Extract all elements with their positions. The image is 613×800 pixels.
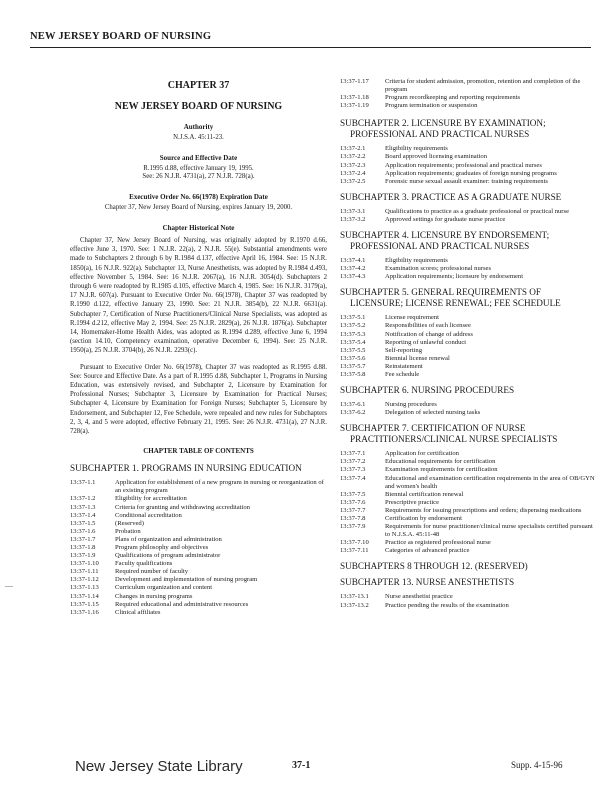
section-number: 13:37-1.17 — [340, 78, 369, 85]
header-rule — [30, 47, 591, 48]
section-title: Faculty qualifications — [115, 560, 173, 568]
section-title: License requirement — [385, 314, 440, 322]
section-number: 13:37-13.2 — [340, 601, 369, 609]
section-number: 13:37-5.6 — [340, 354, 366, 362]
section-number: 13:37-5.8 — [340, 370, 366, 378]
toc-entry — [340, 170, 595, 178]
toc-entry — [70, 479, 327, 495]
toc-table-sub1-cont — [340, 78, 595, 110]
toc-entry — [340, 507, 595, 515]
toc-entry — [340, 491, 595, 499]
toc-table-sub2 — [340, 145, 595, 185]
toc-entry — [70, 560, 327, 568]
section-title: Program termination or suspension — [385, 102, 478, 110]
section-number: 13:37-1.4 — [70, 511, 96, 519]
section-title: Eligibility for accreditation — [115, 495, 187, 503]
section-title: Practice pending the results of the examination — [385, 601, 509, 609]
toc-entry — [340, 257, 595, 265]
subchapter-title: SUBCHAPTER 4. LICENSURE BY ENDORSEMENT; PROFESSIONAL AND PRACTICAL NURSES — [340, 230, 550, 252]
chapter-number: CHAPTER 37 — [167, 80, 230, 91]
toc-entry — [340, 523, 595, 539]
section-title: Qualifications to practice as a graduate professional or practical nurse — [385, 207, 569, 215]
section-title: Application requirements; graduates of foreign nursing programs — [385, 169, 557, 177]
section-number: 13:37-7.2 — [340, 458, 366, 466]
section-title: Prescriptive practice — [385, 498, 440, 506]
toc-table-sub5 — [340, 314, 595, 379]
section-number: 13:37-2.5 — [340, 177, 366, 185]
margin-mark: — — [5, 581, 13, 590]
section-number: 13:37-1.11 — [70, 568, 99, 576]
subchapter-title: SUBCHAPTER 7. CERTIFICATION OF NURSE PRACTITIONERS/CLINICAL NURSE SPECIALISTS — [340, 423, 558, 445]
section-title: Categories of advanced practice — [385, 547, 470, 555]
section-title: Clinical affiliates — [115, 608, 161, 616]
subchapter-title: SUBCHAPTER 13. NURSE ANESTHETISTS — [340, 577, 515, 588]
chapter-title: NEW JERSEY BOARD OF NURSING — [114, 101, 283, 112]
toc-entry — [340, 466, 595, 474]
section-title: Examination scores; professional nurses — [385, 265, 492, 273]
section-title: Criteria for granting and withdrawing accreditation — [115, 503, 250, 511]
section-title: Application requirements; licensure by endorsement — [385, 273, 524, 281]
history-paragraph: Chapter 37, New Jersey Board of Nursing, was originally adopted by R.1970 d.66, effective June 3, 1970. See: 1 N.J.R. 22(a), 2 N.J.R. 55(e). Substantial amendments were made to Subchapters 2 through 6 by R.1984 d.137, effective April 16, 1984. See: 15 N.J.R. 1850(a), 16 N.J.R. 922(a). Subchapter 13, Nurse Anesthetists, was adopted by R.1984 d.493, effective November 5, 1984. See: 16 N.J.R. 2067(a), 16 N.J.R. 3054(d). Subchapters 2 through 6 were readopted by R.1985 d.105, effective March 4, 1985. See: 16 N.J.R. 3179(a), 17 N.J.R. 607(a). Pursuant to Executive Order No. 66(1978), Chapter 37 was readopted by R.1990 d.122, effective January 23, 1990. See: 21 N.J.R. 3854(b), 22 N.J.R. 6631(a). Subchapter 7, Certification of Nurse Practitioners/Clinical Nurse Specialists, was adopted as R.1994 d.212, effective May 2, 1994. See: 25 N.J.R. 2829(a), 26 N.J.R. 1876(a). Subchapter 14, Homemaker-Home Health Aides, was adopted as R.1994 d.289, effective June 6, 1994 (section 14.10, Competency examination, operative December 6, 1994). See: 25 N.J.R. 1950(a), 25 N.J.R. 3704(b), 26 N.J.R. 2293(c). — [70, 237, 327, 355]
section-title: Changes in nursing programs — [115, 592, 193, 600]
history-paragraph: Pursuant to Executive Order No. 66(1978), Chapter 37 was readopted as R.1995 d.88. See: Source and Effective Date. As a part of R.1995 d.88, Subchapter 1, Programs in Nursing Education, was extensively revised, and Subchapter 2, Licensure by Examination for Professional Nurses; Subchapter 3, Licensure by Examination for Practical Nurses; Subchapter 4, Licensure by Examination for Foreign Nurses; Subchapter 5, Licensure by Endorsement, and Subchapter 12, Fee Schedule, were repealed and new rules for Subchapters 2, 3, 4, and 5 were adopted, effective February 21, 1995. See: 26 N.J.R. 4731(a), 27 N.J.R. 728(a). — [70, 363, 327, 436]
section-number: 13:37-5.4 — [340, 338, 366, 346]
subchapter-title: SUBCHAPTER 2. LICENSURE BY EXAMINATION; PROFESSIONAL AND PRACTICAL NURSES — [340, 118, 546, 140]
section-number: 13:37-5.3 — [340, 330, 366, 338]
toc-entry — [70, 601, 327, 609]
section-title: Required number of faculty — [115, 568, 189, 576]
toc-entry — [70, 536, 327, 544]
section-number: 13:37-5.2 — [340, 322, 366, 330]
right-column — [340, 78, 595, 616]
section-title: Qualifications of program administrator — [115, 552, 221, 560]
section-number: 13:37-1.10 — [70, 560, 99, 568]
section-number: 13:37-3.2 — [340, 215, 366, 223]
section-number: 13:37-5.5 — [340, 346, 366, 354]
section-number: 13:37-4.2 — [340, 265, 366, 273]
section-title: Eligibility requirements — [385, 257, 448, 265]
toc-entry — [70, 544, 327, 552]
section-number: 13:37-13.1 — [340, 593, 369, 601]
section-title: Development and implementation of nursing program — [115, 576, 258, 584]
section-number: 13:37-2.3 — [340, 161, 366, 169]
toc-entry — [340, 458, 595, 466]
section-title: Self-reporting — [385, 346, 422, 354]
section-title: Curriculum organization and content — [115, 584, 213, 592]
section-number: 13:37-5.1 — [340, 314, 366, 322]
subchapter-title: SUBCHAPTER 5. GENERAL REQUIREMENTS OF LICENSURE; LICENSE RENEWAL; FEE SCHEDULE — [340, 287, 561, 309]
section-number: 13:37-7.8 — [340, 515, 366, 522]
toc-entry — [340, 265, 595, 273]
toc-entry — [340, 102, 595, 110]
section-number: 13:37-5.7 — [340, 362, 366, 370]
section-number: 13:37-2.4 — [340, 169, 366, 177]
section-number: 13:37-4.3 — [340, 273, 366, 281]
page-number: 37-1 — [292, 760, 311, 771]
section-number: 13:37-1.15 — [70, 600, 99, 608]
section-title: Nursing procedures — [385, 401, 437, 409]
toc-entry — [340, 539, 595, 547]
toc-entry — [70, 593, 327, 601]
toc-table-sub3 — [340, 208, 595, 224]
toc-entry — [70, 520, 327, 528]
section-number: 13:37-2.1 — [340, 145, 366, 153]
section-title: Application for establishment of a new program in nursing or reorganization of an existing program — [115, 479, 324, 495]
source-line: See: 26 N.J.R. 4731(a), 27 N.J.R. 728(a). — [142, 173, 255, 180]
toc-entry — [340, 153, 595, 161]
section-title: Biennial certification renewal — [385, 490, 464, 498]
section-number: 13:37-7.4 — [340, 474, 366, 482]
toc-table-sub7 — [340, 450, 595, 555]
subchapter-title: SUBCHAPTER 6. NURSING PROCEDURES — [340, 385, 515, 396]
section-number: 13:37-1.13 — [70, 584, 99, 592]
library-watermark: New Jersey State Library — [75, 758, 243, 775]
section-title: Biennial license renewal — [385, 354, 450, 362]
section-title: Examination requirements for certification — [385, 466, 498, 474]
section-title: Probation — [115, 527, 141, 535]
toc-entry — [340, 314, 595, 322]
section-title: Conditional accreditation — [115, 511, 182, 519]
section-number: 13:37-1.12 — [70, 576, 99, 584]
section-number: 13:37-7.9 — [340, 523, 366, 531]
toc-entry — [340, 273, 595, 281]
toc-table-sub13 — [340, 593, 595, 609]
section-number: 13:37-7.3 — [340, 466, 366, 474]
toc-entry — [70, 584, 327, 592]
toc-entry — [340, 162, 595, 170]
section-title: (Reserved) — [115, 519, 144, 527]
section-number: 13:37-1.7 — [70, 535, 96, 543]
section-title: Responsibilities of each licensee — [385, 322, 471, 330]
toc-entry — [340, 401, 595, 409]
toc-heading: CHAPTER TABLE OF CONTENTS — [143, 447, 254, 456]
section-number: 13:37-7.10 — [340, 539, 369, 547]
subchapter-title: SUBCHAPTER 1. PROGRAMS IN NURSING EDUCATION — [70, 463, 302, 474]
section-number: 13:37-1.14 — [70, 592, 99, 600]
section-number: 13:37-1.6 — [70, 527, 96, 535]
toc-table-sub6 — [340, 401, 595, 417]
section-title: Application requirements; professional and practical nurses — [385, 161, 542, 169]
toc-entry — [70, 576, 327, 584]
toc-entry — [340, 450, 595, 458]
toc-entry — [70, 609, 327, 617]
section-number: 13:37-1.1 — [70, 479, 96, 487]
source-line: R.1995 d.88, effective January 19, 1995. — [143, 165, 254, 172]
subchapter-title: SUBCHAPTER 3. PRACTICE AS A GRADUATE NURSE — [340, 191, 562, 202]
toc-entry — [340, 216, 595, 224]
section-number: 13:37-3.1 — [340, 207, 366, 215]
section-number: 13:37-1.9 — [70, 552, 96, 560]
section-title: Educational and examination certification requirements in the area of OB/GYN and women's health — [385, 474, 595, 490]
section-title: Board approved licensing examination — [385, 153, 487, 161]
section-title: Delegation of selected nursing tasks — [385, 409, 481, 417]
authority-text: N.J.S.A. 45:11-23. — [173, 134, 224, 141]
toc-entry — [340, 347, 595, 355]
subchapter-title: SUBCHAPTERS 8 THROUGH 12. (RESERVED) — [340, 561, 528, 572]
toc-entry — [340, 515, 595, 523]
section-number: 13:37-1.19 — [340, 102, 369, 110]
section-title: Plans of organization and administration — [115, 535, 222, 543]
section-title: Program philosophy and objectives — [115, 544, 209, 552]
section-number: 13:37-7.11 — [340, 547, 369, 555]
section-title: Criteria for student admission, promotion, retention and completion of the program — [385, 78, 581, 94]
section-title: Practice as registered professional nurse — [385, 539, 491, 547]
left-column — [70, 80, 327, 623]
toc-entry — [340, 94, 595, 102]
section-number: 13:37-1.5 — [70, 519, 96, 527]
toc-entry — [340, 602, 595, 610]
section-number: 13:37-4.1 — [340, 257, 366, 265]
section-title: Eligibility requirements — [385, 145, 448, 153]
section-title: Requirements for issuing prescriptions and orders; dispensing medications — [385, 506, 582, 514]
eo-heading: Executive Order No. 66(1978) Expiration Date — [129, 193, 268, 201]
section-number: 13:37-2.2 — [340, 153, 366, 161]
toc-table-sub1 — [70, 479, 327, 617]
section-title: Notification of change of address — [385, 330, 473, 338]
section-number: 13:37-6.2 — [340, 409, 366, 417]
section-title: Requirements for nurse practitioner/clinical nurse specialists certified pursuant to N.J.S.A. 45:11-48 — [385, 523, 593, 539]
section-number: 13:37-1.8 — [70, 544, 96, 552]
section-number: 13:37-7.5 — [340, 490, 366, 498]
section-title: Required educational and administrative resources — [115, 600, 249, 608]
section-number: 13:37-6.1 — [340, 401, 366, 409]
section-title: Reporting of unlawful conduct — [385, 338, 467, 346]
toc-entry — [70, 512, 327, 520]
section-title: Approved settings for graduate nurse practice — [385, 215, 506, 223]
section-number: 13:37-1.16 — [70, 608, 99, 616]
toc-entry — [340, 355, 595, 363]
supplement-date: Supp. 4-15-96 — [511, 760, 563, 770]
toc-entry — [340, 547, 595, 555]
authority-heading: Authority — [183, 123, 214, 131]
section-number: 13:37-1.18 — [340, 94, 369, 102]
toc-entry — [340, 208, 595, 216]
toc-entry — [340, 322, 595, 330]
section-title: Certification by endorsement — [385, 515, 462, 522]
toc-entry — [340, 499, 595, 507]
toc-entry — [340, 339, 595, 347]
section-title: Fee schedule — [385, 370, 420, 378]
toc-entry — [340, 78, 595, 94]
section-number: 13:37-1.2 — [70, 495, 96, 503]
section-number: 13:37-1.3 — [70, 503, 96, 511]
toc-entry — [340, 593, 595, 601]
running-head: NEW JERSEY BOARD OF NURSING — [30, 31, 212, 42]
toc-entry — [340, 178, 595, 186]
toc-entry — [70, 504, 327, 512]
toc-entry — [70, 528, 327, 536]
section-title: Application for certification — [385, 450, 459, 458]
source-heading: Source and Effective Date — [159, 154, 238, 162]
section-title: Program recordkeeping and reporting requirements — [385, 94, 521, 102]
section-title: Forensic nurse sexual assault examiner: training requirements — [385, 177, 548, 185]
section-title: Nurse anesthetist practice — [385, 593, 453, 601]
section-title: Reinstatement — [385, 362, 423, 370]
toc-entry — [340, 409, 595, 417]
toc-entry — [70, 552, 327, 560]
section-number: 13:37-7.7 — [340, 506, 366, 514]
section-number: 13:37-7.1 — [340, 450, 366, 458]
history-heading: Chapter Historical Note — [162, 224, 235, 232]
section-number: 13:37-7.6 — [340, 498, 366, 506]
toc-table-sub4 — [340, 257, 595, 281]
toc-entry — [340, 331, 595, 339]
section-title: Educational requirements for certification — [385, 458, 496, 466]
toc-entry — [340, 475, 595, 491]
toc-entry — [70, 568, 327, 576]
toc-entry — [70, 495, 327, 503]
toc-entry — [340, 371, 595, 379]
eo-text: Chapter 37, New Jersey Board of Nursing, expires January 19, 2000. — [104, 204, 293, 211]
toc-entry — [340, 145, 595, 153]
toc-entry — [340, 363, 595, 371]
